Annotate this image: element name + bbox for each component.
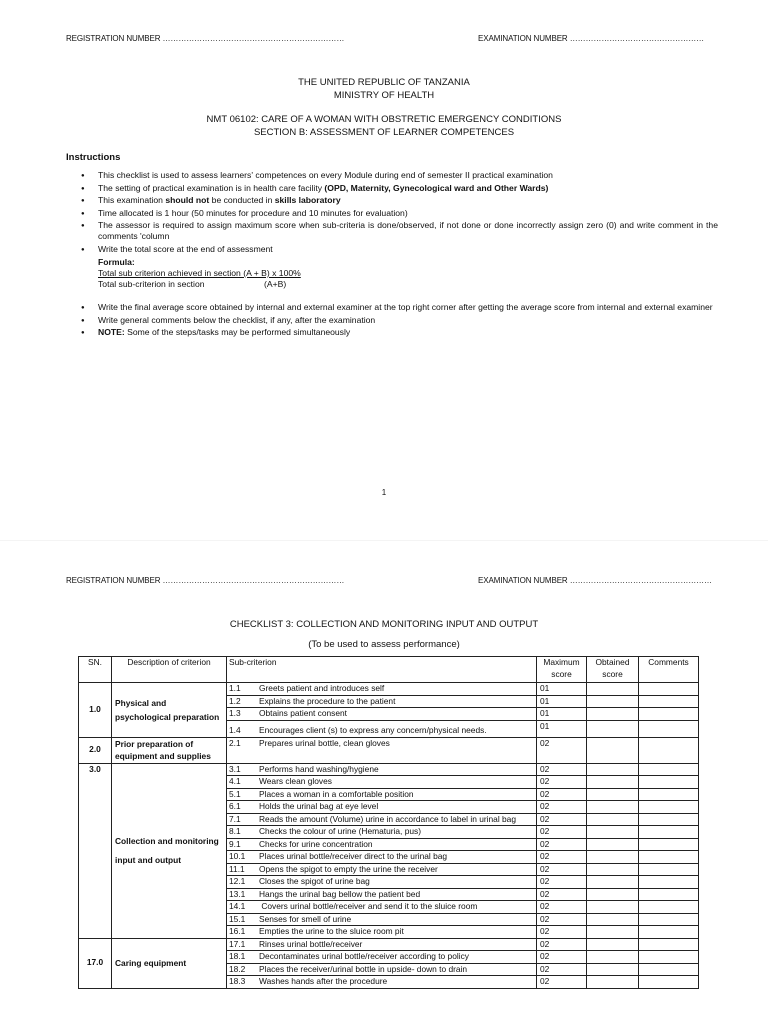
comments-cell[interactable] [639, 901, 699, 914]
group-sn: 2.0 [79, 737, 112, 763]
comments-cell[interactable] [639, 737, 699, 763]
max-score: 02 [537, 763, 587, 776]
max-score: 02 [537, 863, 587, 876]
page-divider [0, 540, 768, 541]
obtained-score-cell[interactable] [587, 737, 639, 763]
list-item: ● This examination should not be conducted in skills laboratory [98, 195, 718, 206]
comments-cell[interactable] [639, 776, 699, 789]
comments-cell[interactable] [639, 720, 699, 737]
comments-cell[interactable] [639, 863, 699, 876]
max-score: 02 [537, 813, 587, 826]
sub-criterion: 1.4 Encourages client (s) to express any concern/physical needs. [227, 720, 537, 737]
list-item: ● Write the total score at the end of assessment Formula: Total sub criterion achieved in section (A + B) x 100% Total sub-criterion in section (A+B) [98, 244, 718, 290]
comments-cell[interactable] [639, 963, 699, 976]
table-row [79, 763, 699, 776]
max-score: 01 [537, 683, 587, 696]
obtained-score-cell[interactable] [587, 776, 639, 789]
obtained-score-cell[interactable] [587, 708, 639, 721]
max-score: 01 [537, 708, 587, 721]
comments-cell[interactable] [639, 976, 699, 989]
sub-criterion: 18.1 Decontaminates urinal bottle/receiver according to policy [227, 951, 537, 964]
comments-cell[interactable] [639, 851, 699, 864]
group-sn: 17.0 [79, 938, 112, 988]
ministry-heading: MINISTRY OF HEALTH [333, 90, 435, 101]
max-score: 02 [537, 901, 587, 914]
formula-block [98, 257, 718, 290]
obtained-score-cell[interactable] [587, 876, 639, 889]
max-score: 02 [537, 951, 587, 964]
comments-cell[interactable] [639, 926, 699, 939]
max-score: 01 [537, 695, 587, 708]
sub-criterion: 7.1 Reads the amount (Volume) urine in accordance to label in urinal bag [227, 813, 537, 826]
formula-numerator: Total sub criterion achieved in section (A + B) x 100% [98, 267, 301, 278]
obtained-score-cell[interactable] [587, 826, 639, 839]
comments-cell[interactable] [639, 801, 699, 814]
max-score: 02 [537, 776, 587, 789]
max-score: 02 [537, 838, 587, 851]
sub-criterion: 5.1 Places a woman in a comfortable position [227, 788, 537, 801]
max-score: 02 [537, 913, 587, 926]
obtained-score-cell[interactable] [587, 951, 639, 964]
formula-label: Formula: [98, 256, 135, 267]
list-item: ● Write the final average score obtained by internal and external examiner at the top right corner after getting the average score from internal and external examiner [98, 302, 718, 313]
group-sn: 3.0 [79, 763, 112, 938]
sub-criterion: 16.1 Empties the urine to the sluice room pit [227, 926, 537, 939]
header-maximum-score: Maximum score [537, 657, 587, 683]
sub-criterion: 11.1 Opens the spigot to empty the urine the receiver [227, 863, 537, 876]
obtained-score-cell[interactable] [587, 851, 639, 864]
sub-criterion: 8.1 Checks the colour of urine (Hematuria, pus) [227, 826, 537, 839]
obtained-score-cell[interactable] [587, 963, 639, 976]
checklist-subtitle: (To be used to assess performance) [308, 639, 460, 650]
header-sub-criterion: Sub-criterion [227, 657, 537, 683]
obtained-score-cell[interactable] [587, 813, 639, 826]
sub-criterion: 2.1 Prepares urinal bottle, clean gloves [227, 737, 537, 763]
list-item: ● The assessor is required to assign maximum score when sub-criteria is done/observed, if not done or done incorrectly assign zero (0) and write comment in the comments 'column [98, 220, 718, 242]
header-obtained-score: Obtained score [587, 657, 639, 683]
sub-criterion: 17.1 Rinses urinal bottle/receiver [227, 938, 537, 951]
sub-criterion: 1.3 Obtains patient consent [227, 708, 537, 721]
sub-criterion: 6.1 Holds the urinal bag at eye level [227, 801, 537, 814]
group-description: Collection and monitoring input and output [112, 763, 227, 938]
checklist-table [78, 656, 699, 989]
max-score: 02 [537, 826, 587, 839]
list-item: ● This checklist is used to assess learners' competences on every Module during end of semester II practical examination [98, 170, 718, 181]
comments-cell[interactable] [639, 876, 699, 889]
instructions-title: Instructions [66, 152, 121, 163]
comments-cell[interactable] [639, 763, 699, 776]
obtained-score-cell[interactable] [587, 976, 639, 989]
max-score: 02 [537, 926, 587, 939]
max-score: 02 [537, 801, 587, 814]
header-sn: SN. [79, 657, 112, 683]
comments-cell[interactable] [639, 838, 699, 851]
comments-cell[interactable] [639, 826, 699, 839]
header-comments: Comments [639, 657, 699, 683]
obtained-score-cell[interactable] [587, 863, 639, 876]
max-score: 01 [537, 720, 587, 737]
sub-criterion: 14.1 Covers urinal bottle/receiver and send it to the sluice room [227, 901, 537, 914]
obtained-score-cell[interactable] [587, 888, 639, 901]
comments-cell[interactable] [639, 695, 699, 708]
obtained-score-cell[interactable] [587, 683, 639, 696]
max-score: 02 [537, 938, 587, 951]
list-item: ● Time allocated is 1 hour (50 minutes for procedure and 10 minutes for evaluation) [98, 208, 718, 219]
header-description: Description of criterion [112, 657, 227, 683]
comments-cell[interactable] [639, 683, 699, 696]
list-item: ● The setting of practical examination is in health care facility (OPD, Maternity, Gynecological ward and Other Wards) [98, 183, 718, 194]
section-heading: SECTION B: ASSESSMENT OF LEARNER COMPETENCES [253, 127, 515, 138]
table-row [79, 737, 699, 763]
country-heading: THE UNITED REPUBLIC OF TANZANIA [298, 77, 470, 88]
formula-denominator: Total sub-criterion in section (A+B) [98, 278, 287, 289]
comments-cell[interactable] [639, 708, 699, 721]
group-description: Prior preparation of equipment and supplies [112, 737, 227, 763]
table-row [79, 683, 699, 696]
sub-criterion: 12.1 Closes the spigot of urine bag [227, 876, 537, 889]
sub-criterion: 15.1 Senses for smell of urine [227, 913, 537, 926]
sub-criterion: 10.1 Places urinal bottle/receiver direct to the urinal bag [227, 851, 537, 864]
sub-criterion: 1.2 Explains the procedure to the patient [227, 695, 537, 708]
course-heading: NMT 06102: CARE OF A WOMAN WITH OBSTRETIC EMERGENCY CONDITIONS [206, 114, 562, 125]
examination-number-label-page2: EXAMINATION NUMBER ……………………………………………… [478, 576, 712, 585]
obtained-score-cell[interactable] [587, 720, 639, 737]
comments-cell[interactable] [639, 813, 699, 826]
sub-criterion: 1.1 Greets patient and introduces self [227, 683, 537, 696]
group-description: Physical and psychological preparation [112, 683, 227, 738]
max-score: 02 [537, 851, 587, 864]
obtained-score-cell[interactable] [587, 926, 639, 939]
sub-criterion: 18.2 Places the receiver/urinal bottle in upside- down to drain [227, 963, 537, 976]
sub-criterion: 4.1 Wears clean gloves [227, 776, 537, 789]
examination-number-label: EXAMINATION NUMBER …………………………………………… [478, 34, 705, 43]
registration-number-label-page2: REGISTRATION NUMBER …………………………………………………………… [66, 576, 345, 585]
sub-criterion: 18.3 Washes hands after the procedure [227, 976, 537, 989]
group-description: Caring equipment [112, 938, 227, 988]
max-score: 02 [537, 976, 587, 989]
obtained-score-cell[interactable] [587, 788, 639, 801]
obtained-score-cell[interactable] [587, 801, 639, 814]
obtained-score-cell[interactable] [587, 938, 639, 951]
group-sn: 1.0 [79, 683, 112, 738]
comments-cell[interactable] [639, 951, 699, 964]
list-item: ● NOTE: Some of the steps/tasks may be performed simultaneously [98, 327, 718, 338]
obtained-score-cell[interactable] [587, 901, 639, 914]
page-number: 1 [381, 488, 387, 497]
comments-cell[interactable] [639, 788, 699, 801]
registration-number-label: REGISTRATION NUMBER …………………………………………………………… [66, 34, 345, 43]
obtained-score-cell[interactable] [587, 913, 639, 926]
comments-cell[interactable] [639, 938, 699, 951]
sub-criterion: 3.1 Performs hand washing/hygiene [227, 763, 537, 776]
max-score: 02 [537, 888, 587, 901]
checklist-title: CHECKLIST 3: COLLECTION AND MONITORING INPUT AND OUTPUT [229, 619, 539, 630]
sub-criterion: 13.1 Hangs the urinal bag bellow the patient bed [227, 888, 537, 901]
obtained-score-cell[interactable] [587, 838, 639, 851]
max-score: 02 [537, 737, 587, 763]
obtained-score-cell[interactable] [587, 763, 639, 776]
max-score: 02 [537, 876, 587, 889]
sub-criterion: 9.1 Checks for urine concentration [227, 838, 537, 851]
comments-cell[interactable] [639, 888, 699, 901]
table-row [79, 938, 699, 951]
list-item: ● Write general comments below the checklist, if any, after the examination [98, 315, 718, 326]
obtained-score-cell[interactable] [587, 695, 639, 708]
comments-cell[interactable] [639, 913, 699, 926]
max-score: 02 [537, 788, 587, 801]
max-score: 02 [537, 963, 587, 976]
instructions-list [80, 170, 718, 340]
